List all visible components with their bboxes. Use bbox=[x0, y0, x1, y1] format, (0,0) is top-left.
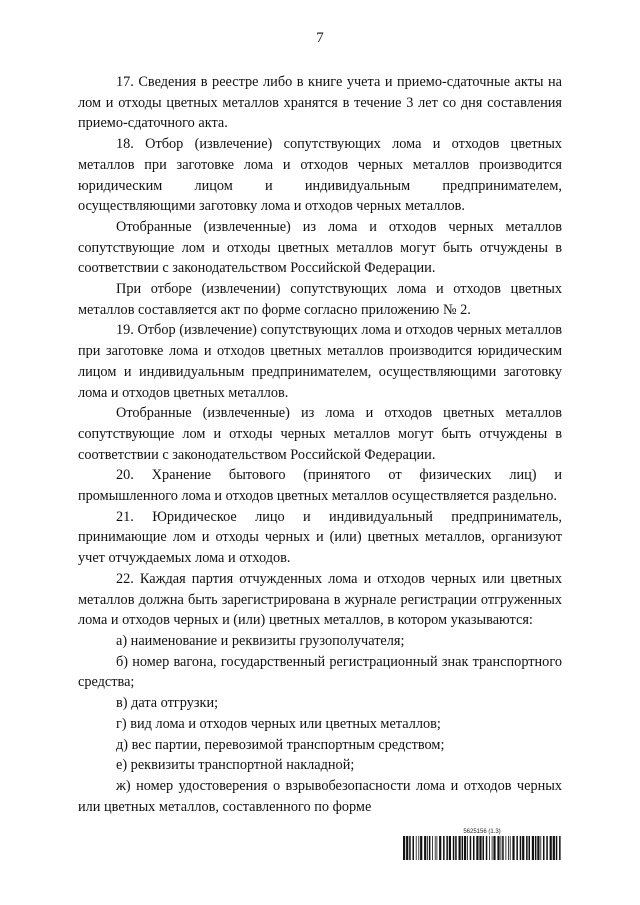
paragraph-18: 18. Отбор (извлечение) сопутствующих лома и отходов цветных металлов при заготовке лома и отходов черных металлов производится юридическим лицом и индивидуальным предпринимателем, осуществляющими заготовку лома и отходов черных металлов. bbox=[78, 136, 562, 215]
paragraph-18-selected-materials: Отобранные (извлеченные) из лома и отходов черных металлов сопутствующие лом и отходы цветных металлов могут быть отчуждены в соответствии с законодательством Российской Федерации. bbox=[78, 218, 562, 277]
list-item-b: б) номер вагона, государственный регистрационный знак транспортного средства; bbox=[78, 653, 562, 691]
list-item-g: г) вид лома и отходов черных или цветных металлов; bbox=[116, 715, 441, 732]
paragraph-19: 19. Отбор (извлечение) сопутствующих лома и отходов черных металлов при заготовке лома и отходов цветных металлов производится юридическим лицом и индивидуальным предпринимателем, осуществляющими заготовку лома и отходов цветных металлов. bbox=[78, 322, 562, 401]
barcode-number: 5625156 (1.3) bbox=[463, 829, 501, 835]
list-item-d: д) вес партии, перевозимой транспортным средством; bbox=[116, 736, 445, 753]
list-item-zh: ж) номер удостоверения о взрывобезопасности лома и отходов черных или цветных металлов, составленного по форме bbox=[78, 777, 562, 815]
paragraph-22: 22. Каждая партия отчужденных лома и отходов черных или цветных металлов должна быть зарегистрирована в журнале регистрации отгруженных лома и отходов черных и (или) цветных металлов, в котором указываются: bbox=[78, 570, 562, 629]
paragraph-20: 20. Хранение бытового (принятого от физических лиц) и промышленного лома и отходов цветных металлов осуществляется раздельно. bbox=[78, 467, 562, 505]
list-item-a: а) наименование и реквизиты грузополучателя; bbox=[116, 632, 405, 649]
barcode-icon bbox=[402, 836, 562, 860]
barcode-block bbox=[402, 828, 562, 860]
document-body bbox=[78, 72, 562, 817]
paragraph-17: 17. Сведения в реестре либо в книге учета и приемо-сдаточные акты на лом и отходы цветных металлов хранятся в течение 3 лет со дня составления приемо-сдаточного акта. bbox=[78, 74, 562, 132]
list-item-v: в) дата отгрузки; bbox=[116, 695, 219, 712]
paragraph-21: 21. Юридическое лицо и индивидуальный предприниматель, принимающие лом и отходы черных и (или) цветных металлов, организуют учет отчуждаемых лома и отходов. bbox=[78, 508, 562, 567]
paragraph-19-selected-materials: Отобранные (извлеченные) из лома и отходов цветных металлов сопутствующие лом и отходы черных металлов могут быть отчуждены в соответствии с законодательством Российской Федерации. bbox=[78, 405, 562, 463]
paragraph-18-act: При отборе (извлечении) сопутствующих лома и отходов цветных металлов составляется акт по форме согласно приложению № 2. bbox=[78, 281, 562, 318]
list-item-e: е) реквизиты транспортной накладной; bbox=[116, 757, 355, 774]
page-number: 7 bbox=[316, 30, 324, 46]
